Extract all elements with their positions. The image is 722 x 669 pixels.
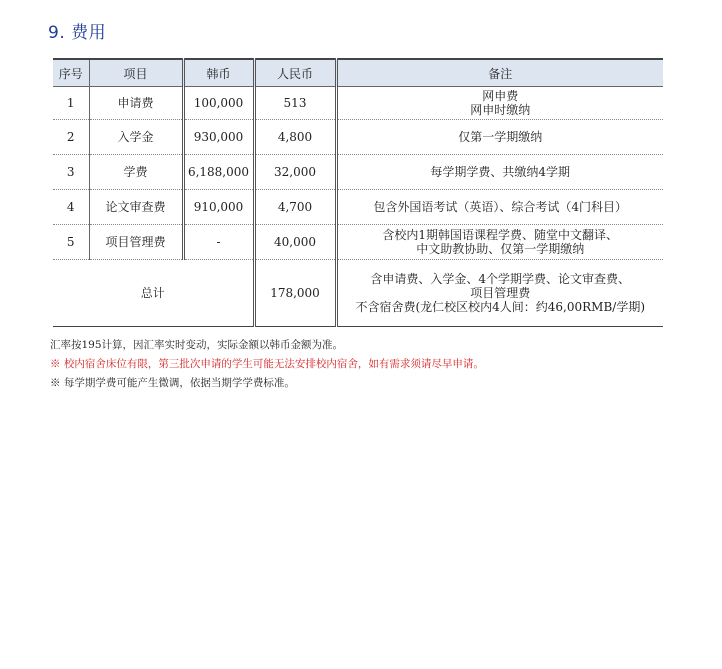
header-krw: 韩币 bbox=[183, 59, 254, 87]
remark-line: 含校内1期韩国语课程学费、随堂中文翻译、 bbox=[382, 228, 619, 242]
row-remark bbox=[336, 225, 663, 260]
row-item: 申请费 bbox=[89, 87, 183, 120]
row-remark bbox=[336, 190, 663, 225]
total-rmb: 178,000 bbox=[254, 260, 336, 327]
row-item: 论文审查费 bbox=[89, 190, 183, 225]
total-remark bbox=[336, 260, 663, 327]
table-row bbox=[53, 155, 663, 190]
header-no: 序号 bbox=[53, 59, 89, 87]
row-krw: 100,000 bbox=[183, 87, 254, 120]
total-label: 总计 bbox=[53, 260, 254, 327]
row-krw: 6,188,000 bbox=[183, 155, 254, 190]
header-item: 项目 bbox=[89, 59, 183, 87]
row-no: 5 bbox=[53, 225, 89, 260]
row-item: 学费 bbox=[89, 155, 183, 190]
fee-table bbox=[53, 58, 663, 327]
row-item: 入学金 bbox=[89, 120, 183, 155]
row-krw: 910,000 bbox=[183, 190, 254, 225]
table-row bbox=[53, 87, 663, 120]
row-rmb: 513 bbox=[254, 87, 336, 120]
table-row bbox=[53, 225, 663, 260]
row-rmb: 32,000 bbox=[254, 155, 336, 190]
row-no: 2 bbox=[53, 120, 89, 155]
row-no: 1 bbox=[53, 87, 89, 120]
row-item: 项目管理费 bbox=[89, 225, 183, 260]
row-rmb: 4,800 bbox=[254, 120, 336, 155]
section-title: 9. 费用 bbox=[48, 23, 107, 43]
remark-line: 项目管理费 bbox=[470, 286, 531, 300]
header-rmb: 人民币 bbox=[254, 59, 336, 87]
remark-line: 每学期学费、共缴纳4学期 bbox=[430, 165, 571, 179]
remark-line: 中文助教协助、仅第一学期缴纳 bbox=[416, 242, 585, 256]
notes bbox=[50, 336, 484, 393]
row-no: 4 bbox=[53, 190, 89, 225]
note-dormitory-warning: ※ 校内宿舍床位有限，第三批次申请的学生可能无法安排校内宿舍，如有需求须请尽早申请。 bbox=[50, 358, 484, 370]
row-remark bbox=[336, 155, 663, 190]
row-rmb: 40,000 bbox=[254, 225, 336, 260]
row-krw: - bbox=[183, 225, 254, 260]
table-row bbox=[53, 190, 663, 225]
note-tuition-adjustment: ※ 每学期学费可能产生微调，依据当期学学费标准。 bbox=[50, 377, 295, 389]
table-row bbox=[53, 120, 663, 155]
row-rmb: 4,700 bbox=[254, 190, 336, 225]
table-header-row bbox=[53, 59, 663, 87]
remark-line: 网申时缴纳 bbox=[470, 103, 531, 117]
note-exchange-rate: 汇率按195计算，因汇率实时变动，实际金额以韩币金额为准。 bbox=[50, 339, 344, 351]
row-krw: 930,000 bbox=[183, 120, 254, 155]
row-remark bbox=[336, 87, 663, 120]
remark-line: 含申请费、入学金、4个学期学费、论文审查费、 bbox=[370, 272, 631, 286]
header-remark: 备注 bbox=[336, 59, 663, 87]
remark-line: 仅第一学期缴纳 bbox=[458, 130, 543, 144]
remark-line: 网申费 bbox=[482, 89, 519, 103]
row-remark bbox=[336, 120, 663, 155]
row-no: 3 bbox=[53, 155, 89, 190]
remark-line: 不含宿舍费(龙仁校区校内4人间：约46,00RMB/学期) bbox=[355, 300, 646, 314]
remark-line: 包含外国语考试（英语）、综合考试（4门科目） bbox=[373, 200, 628, 214]
table-total-row bbox=[53, 260, 663, 327]
